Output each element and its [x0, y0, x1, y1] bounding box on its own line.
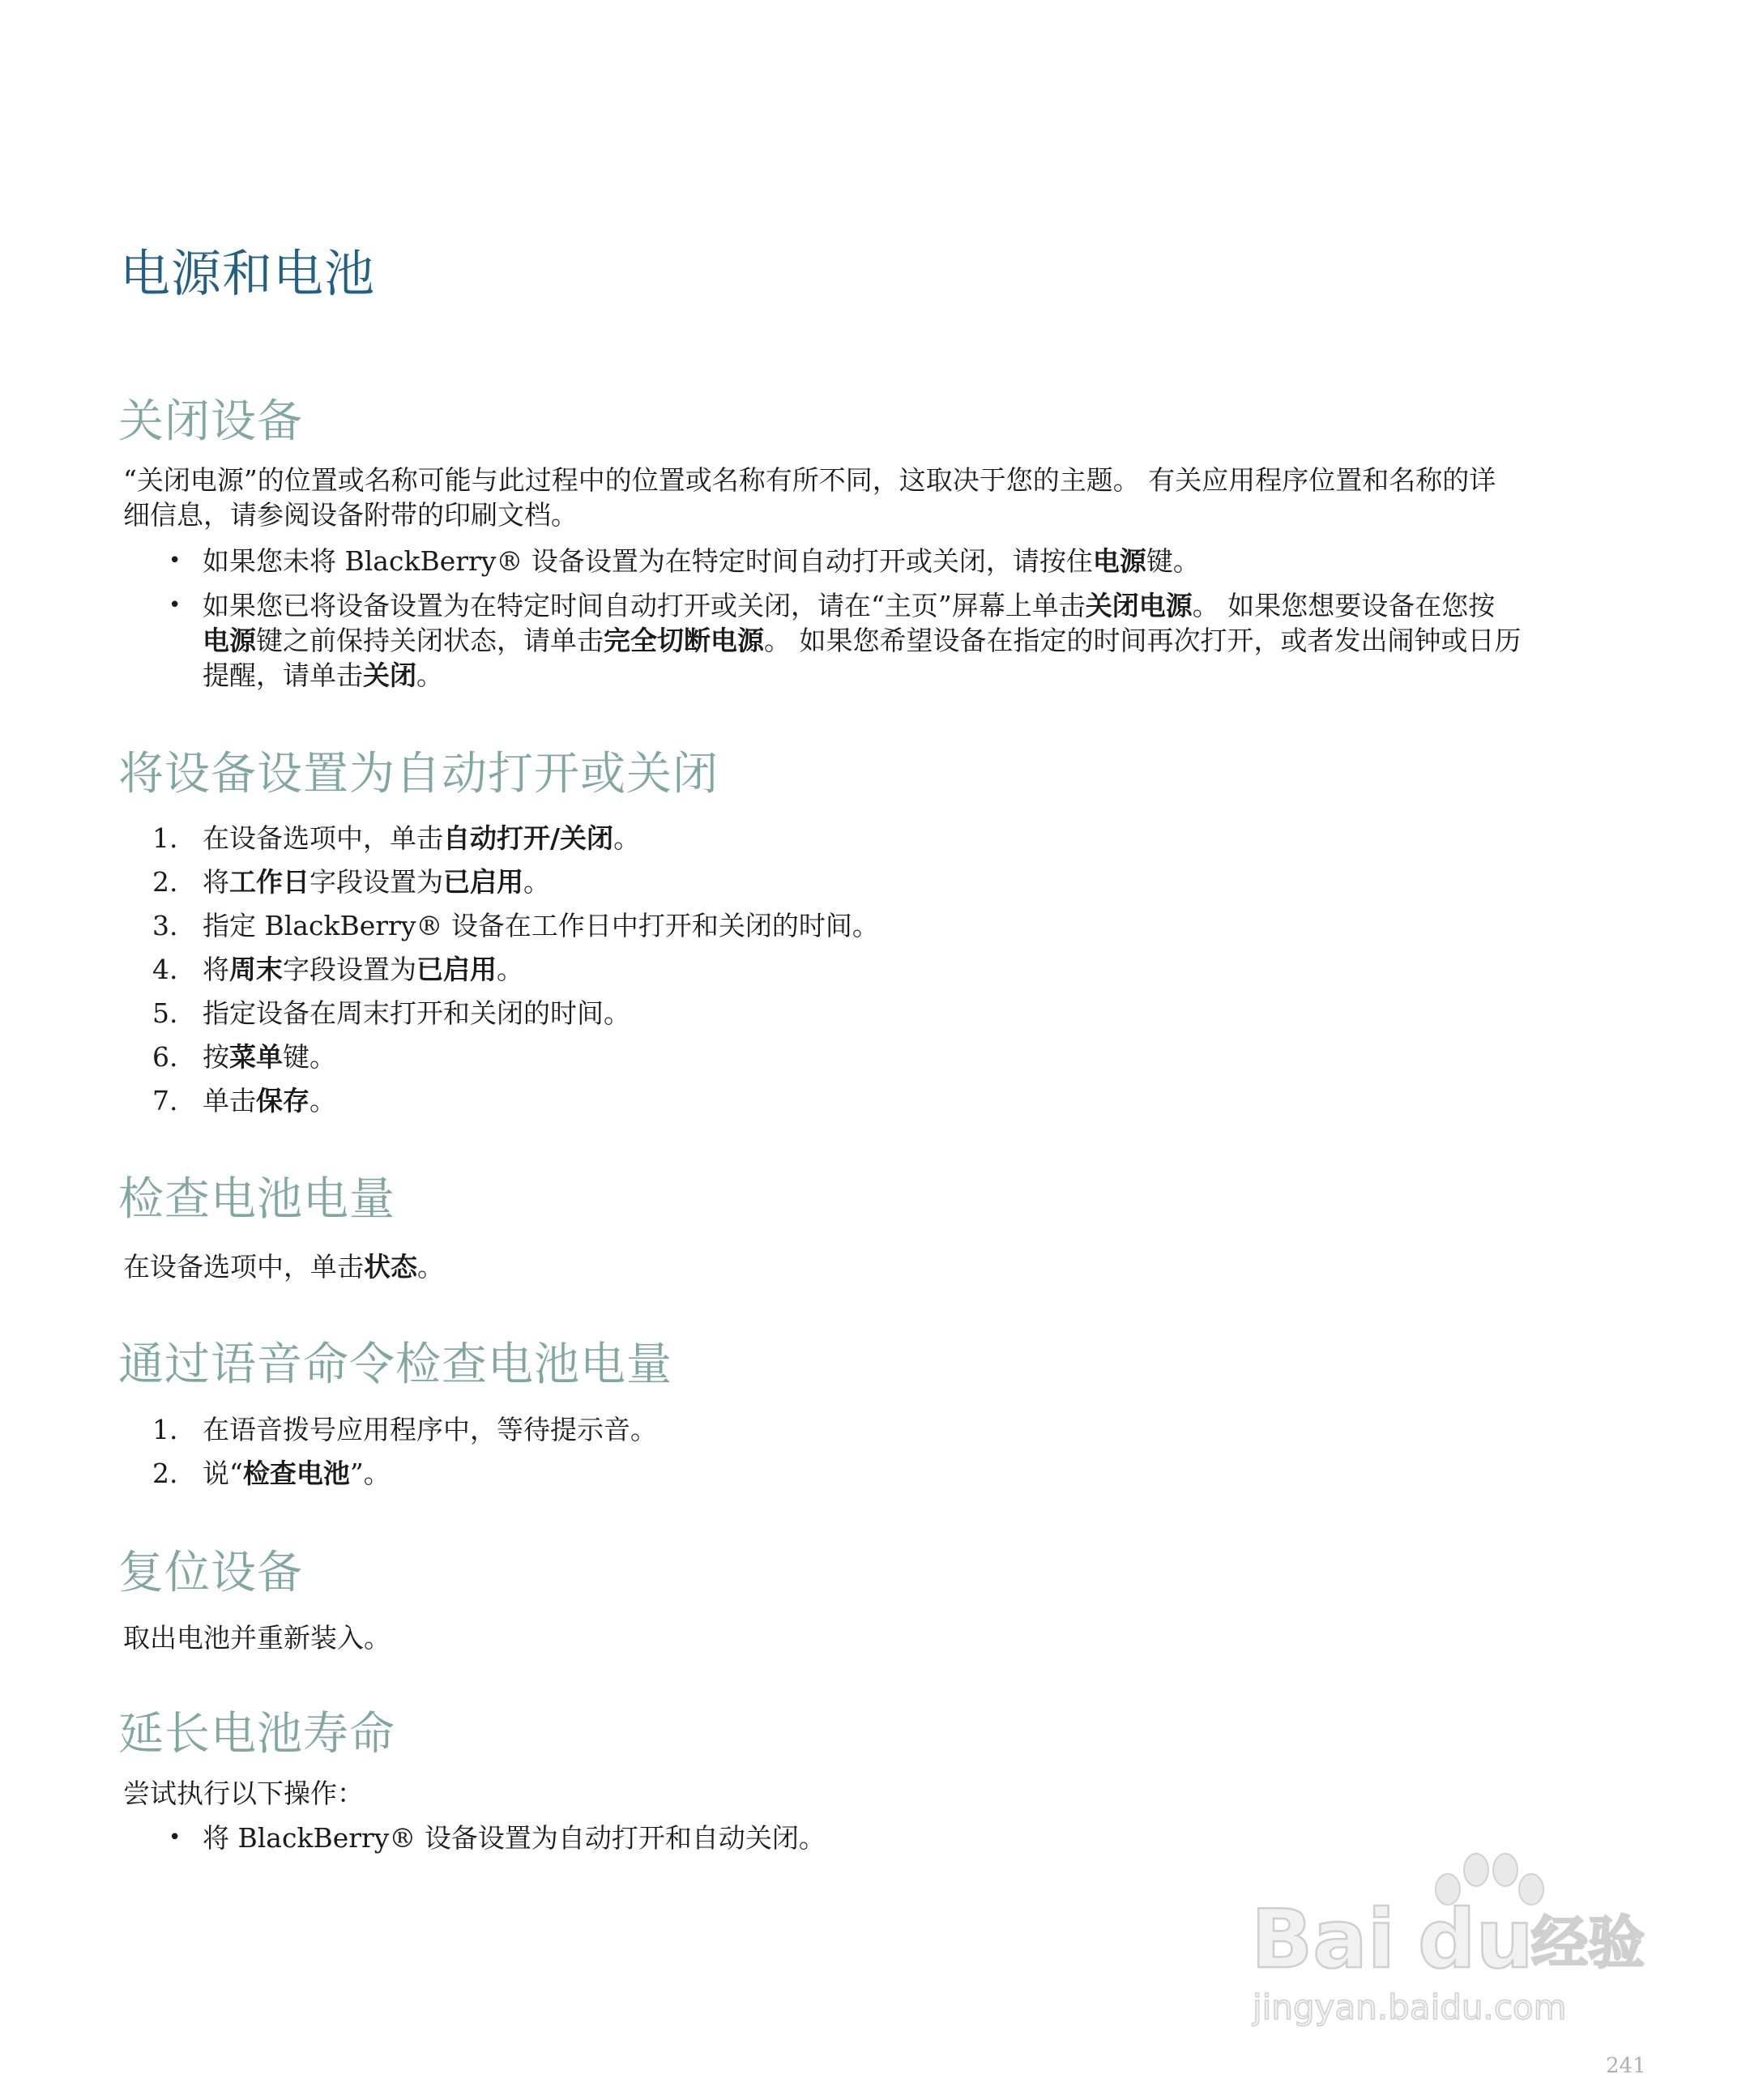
shutdown-intro-line-2: 细信息，请参阅设备附带的印刷文档。	[123, 499, 578, 531]
section-title-shutdown: 关闭设备	[118, 395, 303, 448]
auto-step-1: 在设备选项中，单击自动打开/关闭。	[203, 822, 641, 854]
auto-step-2: 将工作日字段设置为已启用。	[203, 866, 550, 898]
section-title-voice-battery: 通过语音命令检查电池电量	[118, 1338, 672, 1391]
watermark-logo-text: Bai	[1251, 1892, 1395, 1987]
section-title-battery-level: 检查电池电量	[118, 1173, 395, 1226]
shutdown-bullet-1: 如果您未将 BlackBerry® 设备设置为在特定时间自动打开或关闭，请按住电源键。	[203, 545, 1200, 577]
step-number: 1.	[152, 1414, 178, 1445]
shutdown-bullet-2-line-2: 电源键之前保持关闭状态，请单击完全切断电源。 如果您希望设备在指定的时间再次打开，或者发出闹钟或日历	[203, 625, 1522, 656]
bullet-marker: •	[169, 1825, 181, 1850]
section-title-reset: 复位设备	[118, 1547, 303, 1599]
step-number: 5.	[152, 997, 178, 1029]
chapter-title: 电源和电池	[120, 244, 376, 303]
battery-life-intro: 尝试执行以下操作：	[123, 1778, 364, 1809]
step-number: 4.	[152, 954, 178, 985]
page-number: 241	[1606, 2054, 1646, 2078]
shutdown-bullet-2-line-3: 提醒，请单击关闭。	[203, 659, 443, 691]
step-number: 7.	[152, 1085, 178, 1116]
voice-step-1: 在语音拨号应用程序中，等待提示音。	[203, 1414, 657, 1445]
watermark-logo-text-2: du	[1418, 1892, 1534, 1987]
step-number: 1.	[152, 822, 178, 854]
auto-step-6: 按菜单键。	[203, 1041, 336, 1073]
baidu-jingyan-watermark	[1248, 1839, 1669, 2034]
reset-text: 取出电池并重新装入。	[123, 1622, 391, 1654]
auto-step-3: 指定 BlackBerry® 设备在工作日中打开和关闭的时间。	[203, 910, 879, 941]
step-number: 2.	[152, 866, 178, 898]
step-number: 3.	[152, 910, 178, 941]
step-number: 6.	[152, 1041, 178, 1073]
battery-level-text: 在设备选项中，单击状态。	[123, 1251, 444, 1283]
auto-step-4: 将周末字段设置为已启用。	[203, 954, 523, 985]
auto-step-5: 指定设备在周末打开和关闭的时间。	[203, 997, 630, 1029]
bullet-marker: •	[169, 593, 181, 617]
section-title-auto-on-off: 将设备设置为自动打开或关闭	[118, 748, 719, 800]
auto-step-7: 单击保存。	[203, 1085, 336, 1116]
shutdown-bullet-2-line-1: 如果您已将设备设置为在特定时间自动打开或关闭，请在“主页”屏幕上单击关闭电源。 如果您想要设备在您按	[203, 590, 1496, 621]
battery-life-bullet-1: 将 BlackBerry® 设备设置为自动打开和自动关闭。	[203, 1822, 826, 1854]
shutdown-intro-line-1: “关闭电源”的位置或名称可能与此过程中的位置或名称有所不同，这取决于您的主题。 有关应用程序位置和名称的详	[123, 464, 1496, 496]
watermark-logo-cn: 经验	[1531, 1910, 1645, 1976]
step-number: 2.	[152, 1458, 178, 1489]
section-title-battery-life: 延长电池寿命	[118, 1708, 395, 1761]
watermark-url: jingyan.baidu.com	[1253, 1987, 1567, 2027]
voice-step-2: 说“检查电池”。	[203, 1458, 391, 1489]
bullet-marker: •	[169, 548, 181, 573]
